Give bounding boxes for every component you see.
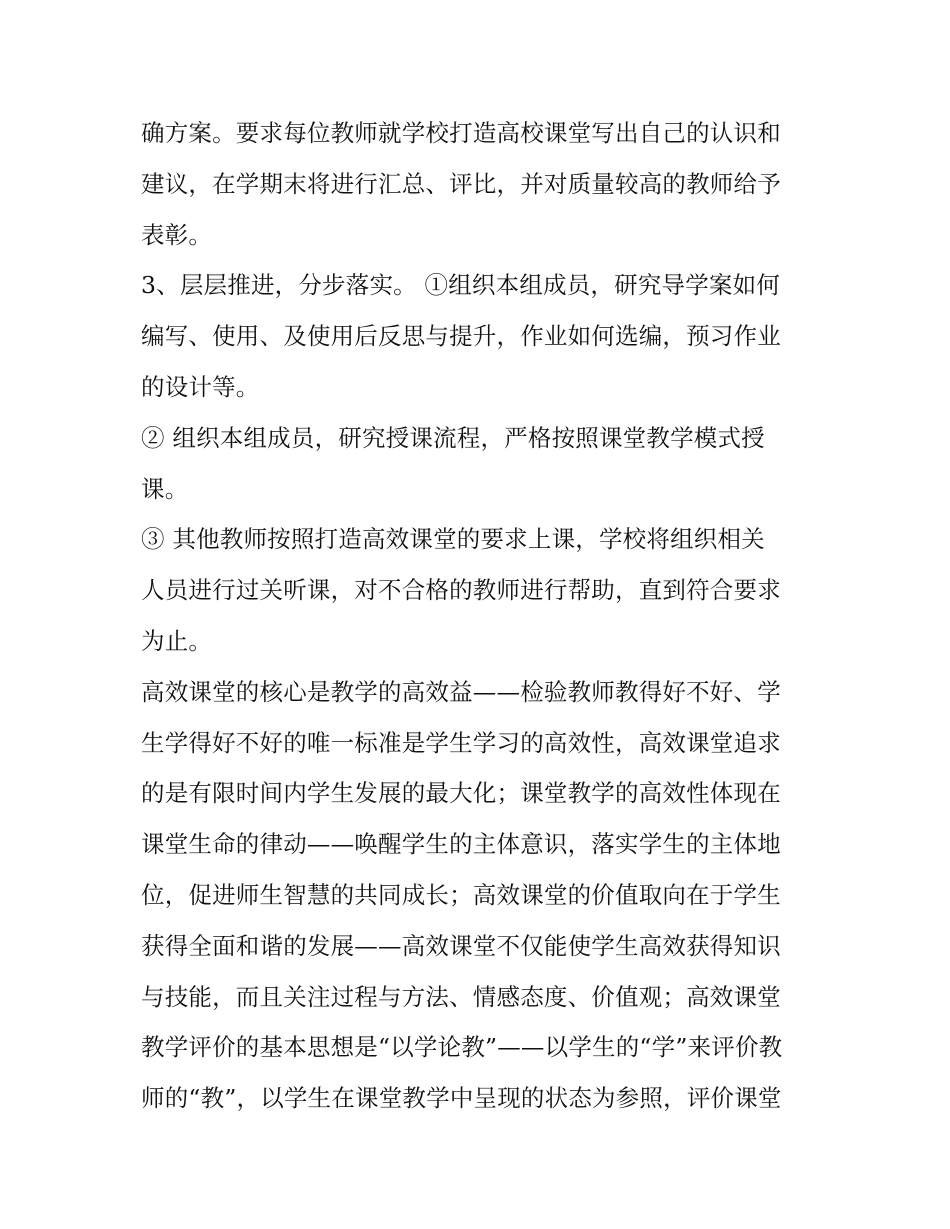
- text-line: 确方案。要求每位教师就学校打造高校课堂写出自己的认识和: [141, 119, 781, 147]
- text-line: 为止。: [141, 626, 213, 655]
- text-line: 生学得好不好的唯一标准是学生学习的高效性，高效课堂追求: [141, 728, 781, 757]
- text-line: 教学评价的基本思想是“以学论教”——以学生的“学”来评价教: [141, 1033, 783, 1062]
- document-body: [141, 108, 821, 1124]
- text-line: 获得全面和谐的发展——高效课堂不仅能使学生高效获得知识: [141, 931, 781, 960]
- text-line: 高效课堂的核心是教学的高效益——检验教师教得好不好、学: [141, 677, 781, 706]
- text-line: 与技能，而且关注过程与方法、情感态度、价值观；高效课堂: [141, 982, 781, 1011]
- text-line: 师的“教”，以学生在课堂教学中呈现的状态为参照，评价课堂: [141, 1084, 782, 1113]
- text-line: 3、层层推进，分步落实。 ①组织本组成员，研究导学案如何: [141, 271, 781, 300]
- text-line: 建议，在学期末将进行汇总、评比，并对质量较高的教师给予: [141, 169, 781, 198]
- text-line: 课堂生命的律动——唤醒学生的主体意识，落实学生的主体地: [141, 830, 781, 859]
- text-line: 编写、使用、及使用后反思与提升，作业如何选编，预习作业: [141, 322, 781, 351]
- text-line: 的设计等。: [141, 372, 260, 401]
- text-line: ③ 其他教师按照打造高效课堂的要求上课，学校将组织相关: [141, 525, 765, 554]
- text-line: ② 组织本组成员，研究授课流程，严格按照课堂教学模式授: [141, 423, 765, 452]
- text-line: 位，促进师生智慧的共同成长；高效课堂的价值取向在于学生: [141, 880, 781, 909]
- text-line: 人员进行过关听课，对不合格的教师进行帮助，直到符合要求: [141, 576, 781, 605]
- text-line: 的是有限时间内学生发展的最大化；课堂教学的高效性体现在: [141, 779, 781, 808]
- text-line: 课。: [141, 474, 189, 503]
- text-line: 表彰。: [141, 220, 213, 249]
